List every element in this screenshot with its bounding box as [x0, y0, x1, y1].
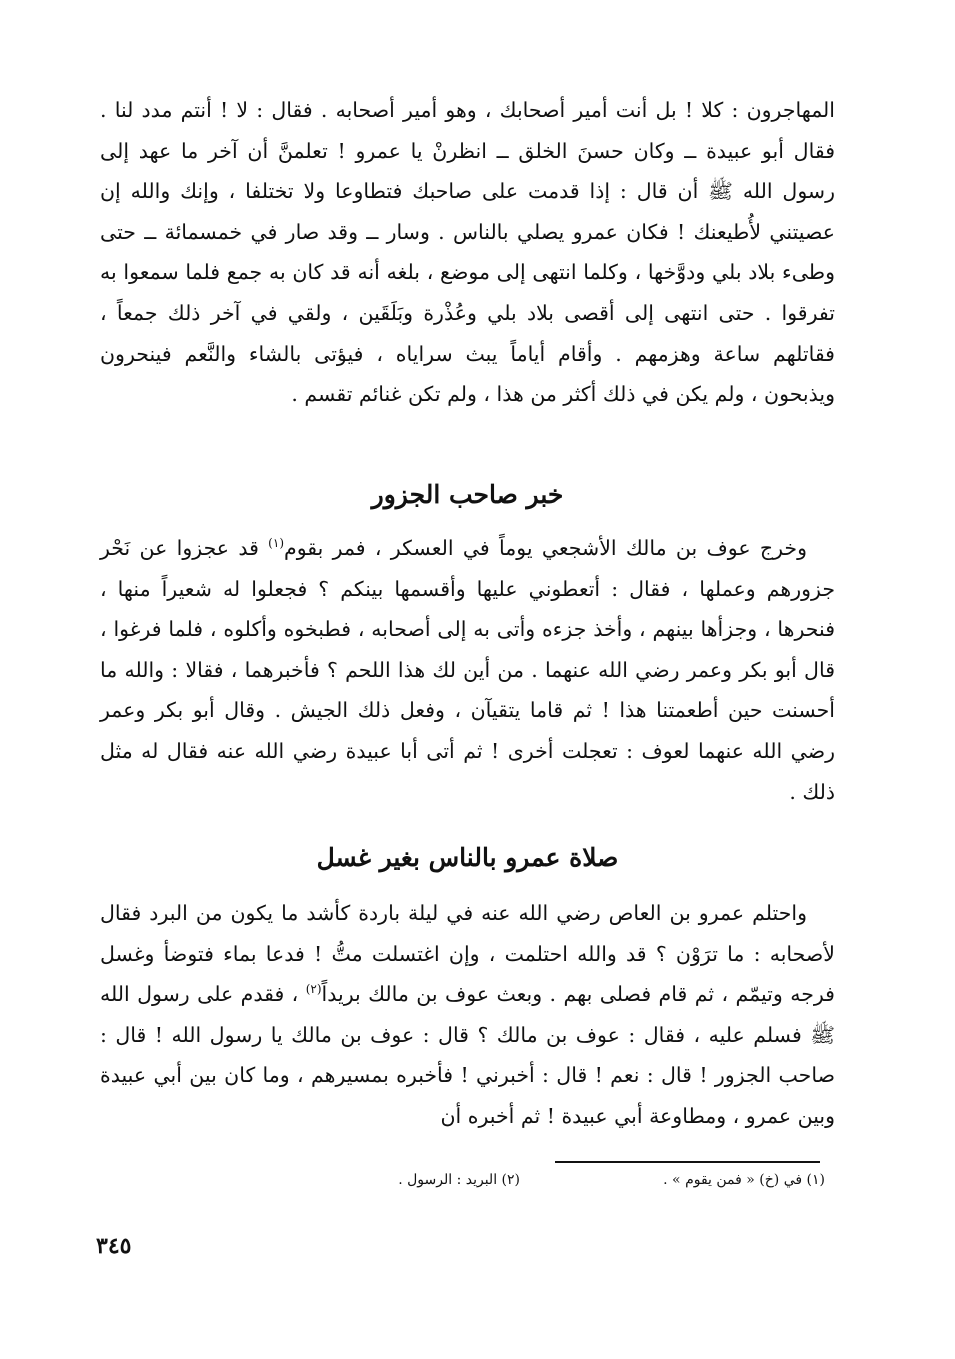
footnote-1: (١) في (خ) « فمن يقوم » . [663, 1172, 825, 1188]
paragraph-text: المهاجرون : كلا ! بل أنت أمير أصحابك ، وهو أمير أصحابه . فقال : لا ! أنتم مدد لنا . فقال أبو عبيدة ــ وكان حسنَ الخلق ــ انظرنْ يا عمرو ! تعلمنَّ أن آخر ما عهد إلى رسول الله ﷺ أن قال : إذا قدمت على صاحبك فتطاوعا ولا تختلفا ، وإنك والله إن عصيتني لأُطيعنك ! فكان عمرو يصلي بالناس . وسار ــ وقد صار في خمسمائة ــ حتى وطىء بلاد بلي ودوَّخها ، وكلما انتهى إلى موضع ، بلغه أنه قد كان به جمع فلما سمعوا به تفرقوا . حتى انتهى إلى أقصى بلاد بلي وعُذْرة وبَلَقَين ، ولقي في آخر ذلك جمعاً ، فقاتلهم ساعة وهزمهم . وأقام أياماً يبث سراياه ، فيؤتى بالشاء والنَّعم فينحرون ويذبحون ، ولم يكن في ذلك أكثر من هذا ، ولم تكن غنائم تقسم . [100, 98, 835, 407]
section-heading-salat-amr: صلاة عمرو بالناس بغير غسل [316, 843, 619, 872]
section-heading-sahib-al-jazur: خبر صاحب الجزور [371, 480, 564, 509]
footnote-marker-1: (١) [268, 536, 284, 551]
paragraph-text [100, 893, 835, 1137]
body-paragraph-2 [100, 528, 835, 812]
paragraph-text-part: قد عجزوا عن نَحْر جزورهم وعملها ، فقال : أتعطوني عليها وأقسمها بينكم ؟ فجعلوا له شعيراً منها ، فنحرها ، وجزأها بينهم ، وأخذ جزءه وأتى به إلى أصحابه ، فطبخوه وأكلوه ، فلما فرغوا ، قال أبو بكر وعمر رضي الله عنهما . من أين لك هذا اللحم ؟ فأخبرهما ، فقالا : والله ما أحسنت حين أطعمتنا هذا ! ثم قاما يتقيآن ، وفعل ذلك الجيش . وقال أبو بكر وعمر رضي الله عنهما لعوف : تعجلت أخرى ! ثم أتى أبا عبيدة رضي الله عنه فقال له مثل ذلك . [100, 536, 835, 804]
footnote-divider [555, 1161, 820, 1163]
body-paragraph-1 [100, 90, 835, 415]
paragraph-text-part: وخرج عوف بن مالك الأشجعي يوماً في العسكر ، فمر بقوم [284, 536, 807, 560]
footnote-marker-2: (٢) [305, 982, 322, 997]
paragraph-text [100, 528, 835, 812]
page-number: ٣٤٥ [96, 1233, 132, 1259]
body-paragraph-3 [100, 893, 835, 1137]
paragraph-text-part: واحتلم عمرو بن العاص رضي الله عنه في ليلة باردة كأشد ما يكون من البرد فقال لأصحابه : ما ترَوْن ؟ قد والله احتلمت ، وإن اغتسلت متُّ ! فدعا بماء فتوضأ وغسل فرجه وتيمّم ، ثم قام فصلى بهم . وبعث عوف بن مالك بريداً [100, 901, 835, 1007]
footnote-2: (٢) البريد : الرسول . [398, 1172, 520, 1188]
paragraph-text-part: ، فقدم على رسول الله ﷺ فسلم عليه ، فقال : عوف بن مالك ؟ قال : عوف بن مالك يا رسول الله ! قال : صاحب الجزور ! قال : نعم ! قال : أخبرني ! فأخبره بمسيرهم ، وما كان بين أبي عبيدة وبين عمرو ، ومطاوعة أبي عبيدة ! ثم أخبره أن [100, 982, 835, 1128]
